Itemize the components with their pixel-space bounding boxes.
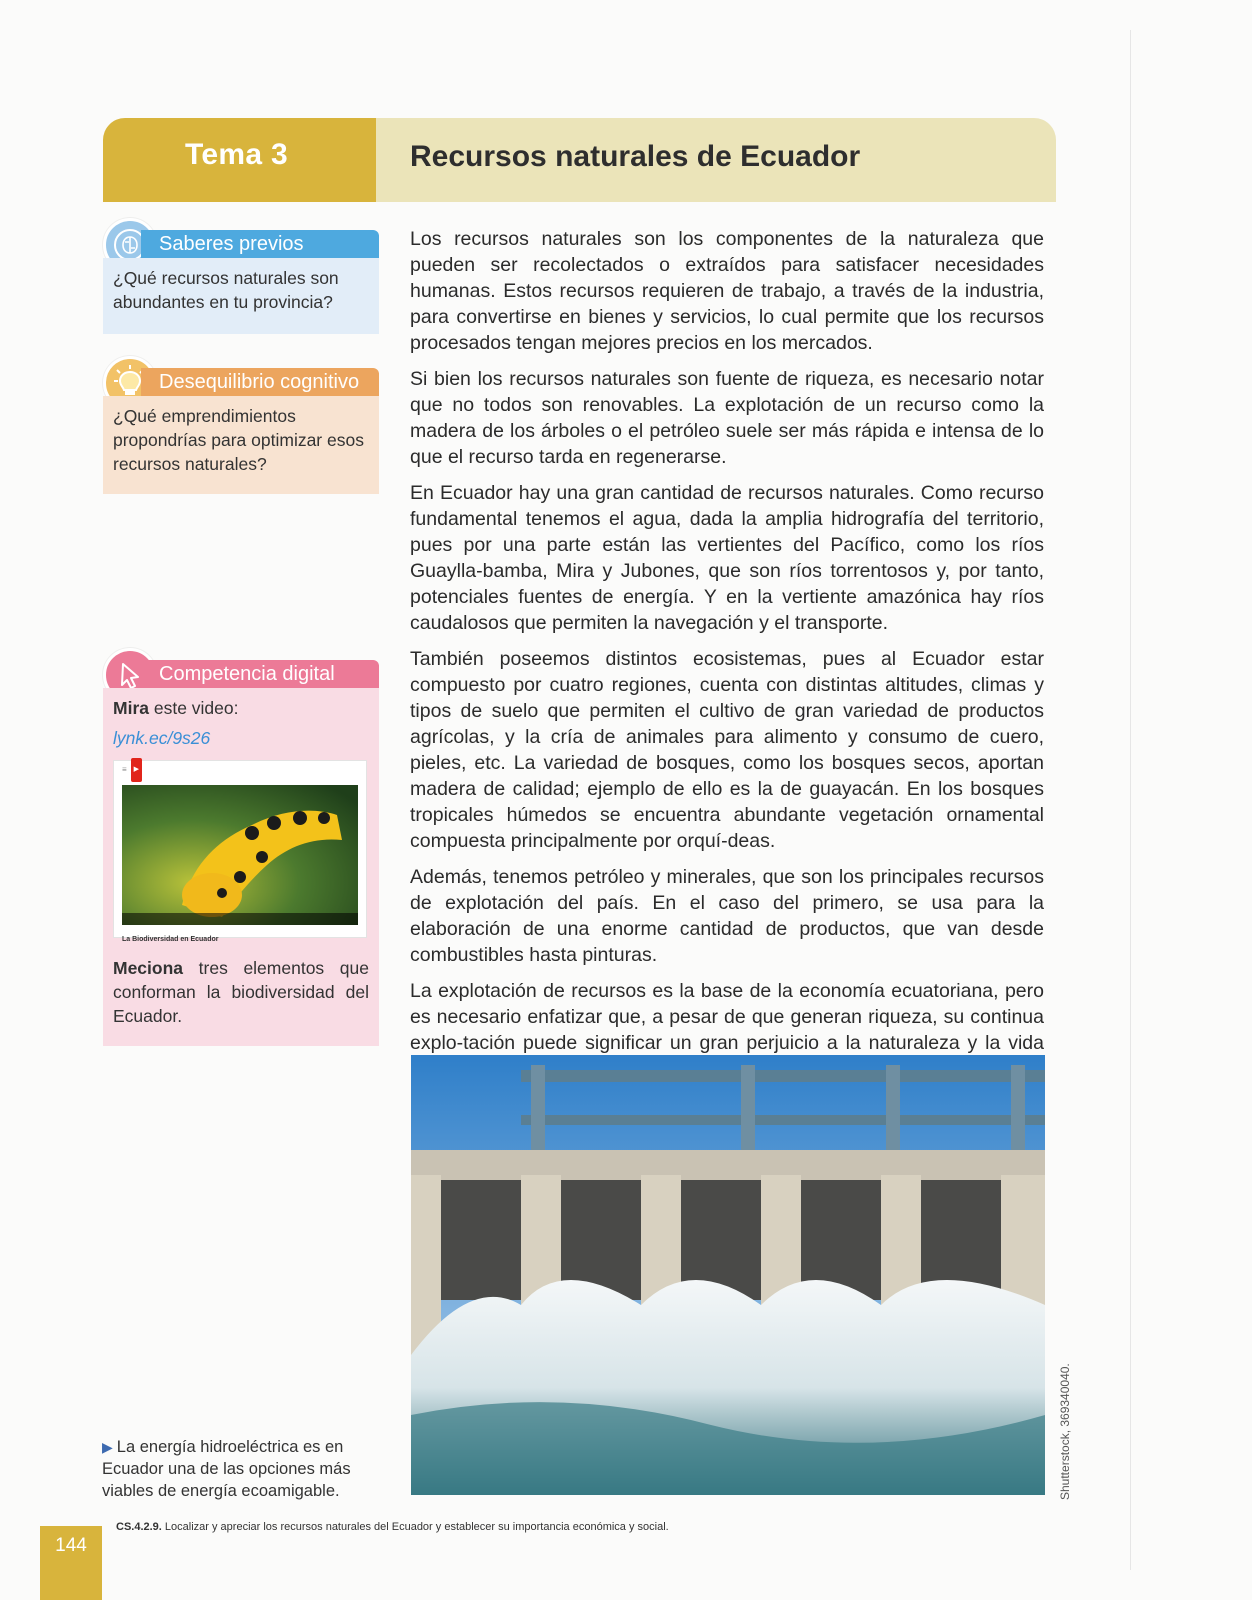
paragraph: También poseemos distintos ecosistemas, pues al Ecuador estar compuesto por cuatro regiones, cuenta con distintas altitudes, climas y tipos de suelo que permiten el cultivo de gran variedad de productos agrícolas, y la cría de animales para alimento y consumo de cuero, pieles, etc. La variedad de bosques, como los bosques secos, aportan madera de calidad; ejemplo de ello es la de guayacán. En los bosques tropicales húmedos se encuentra abundante vegetación ornamental compuesta principalmente por orquí-deas.	[410, 648, 1044, 852]
standard-code: CS.4.2.9.	[116, 1521, 162, 1533]
standard-text: Localizar y apreciar los recursos naturales del Ecuador y establecer su importancia económica y social.	[161, 1521, 669, 1533]
figure-caption-text: La energía hidroeléctrica es en Ecuador una de las opciones más viables de energía ecoamigable.	[102, 1438, 351, 1500]
photo-credit: Shutterstock, 369340040.	[1058, 1363, 1072, 1500]
main-text	[410, 226, 1044, 1092]
saberes-previos-box	[103, 230, 379, 334]
figure-caption	[102, 1436, 378, 1502]
paragraph: Los recursos naturales son los componentes de la naturaleza que pueden ser recolectados o extraídos para satisfacer necesidades humanas. Estos recursos requieren de trabajo, a través de la industria, para convertirse en bienes y servicios, lo cual permite que los recursos procesados tengan mejores precios en los mercados.	[410, 228, 1044, 354]
video-thumbnail[interactable]	[113, 760, 367, 943]
topic-number: Tema 3	[185, 138, 288, 171]
competencia-digital-body	[103, 688, 379, 1046]
hydroelectric-dam-photo	[411, 1055, 1045, 1495]
paragraph: Si bien los recursos naturales son fuente de riqueza, es necesario notar que no todos son renovables. La explotación de un recurso como la madera de los árboles o el petróleo suele ser más rápida e intensa de lo que el recurso tarda en regenerarse.	[410, 368, 1044, 468]
saberes-previos-heading: Saberes previos	[141, 230, 379, 258]
page-margin-line	[1130, 30, 1131, 1570]
caterpillar-image	[122, 785, 358, 925]
video-link[interactable]: lynk.ec/9s26	[113, 728, 211, 748]
title-band	[376, 118, 1056, 202]
page-number: 144	[40, 1526, 102, 1600]
youtube-logo-icon: ▶	[131, 758, 142, 782]
desequilibrio-cognitivo-heading: Desequilibrio cognitivo	[141, 368, 379, 396]
video-controls[interactable]	[122, 913, 358, 925]
desequilibrio-cognitivo-text: ¿Qué emprendimientos propondrías para optimizar esos recursos naturales?	[103, 396, 379, 494]
saberes-previos-text: ¿Qué recursos naturales son abundantes en tu provincia?	[103, 258, 379, 334]
paragraph: En Ecuador hay una gran cantidad de recursos naturales. Como recurso fundamental tenemos el agua, dada la amplia hidrografía del territorio, pues por una parte están las vertientes del Pacífico, como los ríos Guaylla-bamba, Mira y Jubones, que son ríos torrentosos y, por tanto, potenciales fuentes de energía. Y en la vertiente amazónica hay ríos caudalosos que permiten la navegación y el transporte.	[410, 482, 1044, 634]
competencia-digital-box	[103, 660, 379, 1042]
curriculum-standard	[116, 1521, 669, 1533]
video-caption: La Biodiversidad en Ecuador	[122, 936, 219, 943]
page-title: Recursos naturales de Ecuador	[410, 140, 861, 173]
desequilibrio-cognitivo-box	[103, 368, 379, 490]
paragraph: La explotación de recursos es la base de la economía ecuatoriana, pero es necesario enfatizar que, a pesar de que generan riqueza, su continua explo-tación puede significar un gran perjuicio a la naturaleza y la vida	[410, 980, 1044, 1054]
task-rest: tres elementos que conforman la biodiversidad del Ecuador.	[113, 958, 369, 1026]
watch-instruction	[113, 696, 369, 720]
menu-icon: ≡	[122, 765, 127, 774]
topic-number-band	[103, 118, 376, 202]
task-bold: Meciona	[113, 958, 184, 978]
triangle-bullet-icon: ▶	[102, 1439, 113, 1455]
watch-rest: este video:	[148, 698, 239, 718]
paragraph: Además, tenemos petróleo y minerales, que son los principales recursos de explotación del país. En el caso del primero, se usa para la elaboración de una enorme cantidad de productos, que van desde combustibles hasta pinturas.	[410, 866, 1044, 966]
competencia-digital-heading: Competencia digital	[141, 660, 379, 688]
task-instruction	[113, 956, 369, 1028]
watch-bold: Mira	[113, 698, 149, 718]
youtube-header	[114, 761, 366, 779]
